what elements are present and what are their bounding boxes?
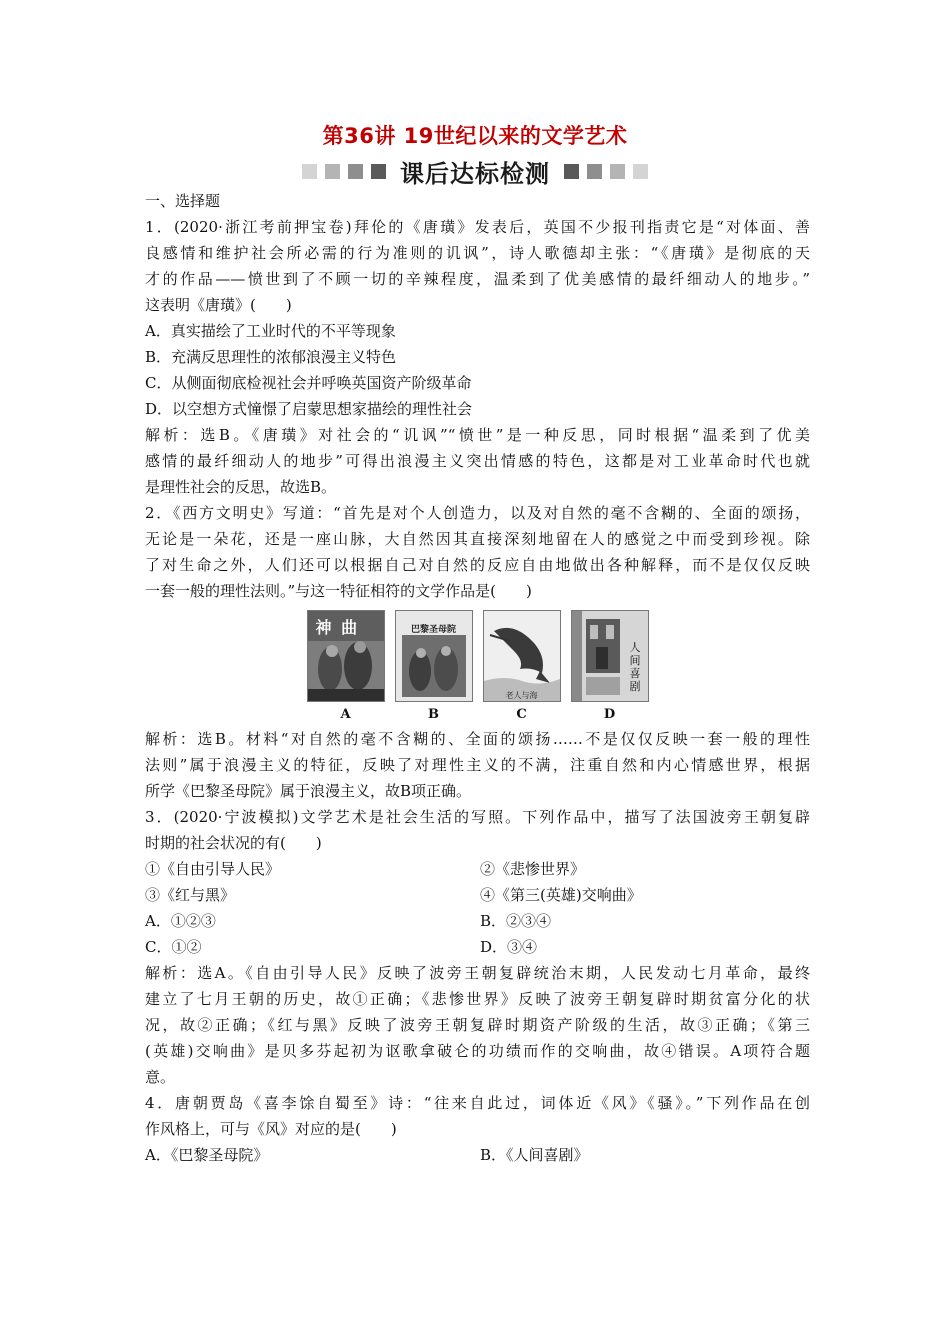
item-row <box>145 856 810 882</box>
section-banner <box>0 156 950 186</box>
option-a: A．真实描绘了工业时代的不平等现象 <box>145 322 396 340</box>
figure-labels <box>145 702 810 726</box>
text-line: 1．(2020·浙江考前押宝卷)拜伦的《唐璜》发表后，英国不少报刊指责它是“对体面、善 <box>145 218 810 236</box>
question-content <box>145 188 810 1168</box>
book-cover-notre-dame <box>395 610 473 702</box>
question-2-stem <box>145 500 810 604</box>
option-b: B．充满反思理性的浓郁浪漫主义特色 <box>145 348 397 366</box>
item: ②《悲惨世界》 <box>480 860 586 878</box>
text-line: 解析：选B。《唐璜》对社会的“讥讽”“愤世”是一种反思，同时根据“温柔到了优美 <box>145 426 810 444</box>
question-1-analysis <box>145 422 810 500</box>
option-d: D．③④ <box>480 938 538 956</box>
figure-label: C <box>516 707 527 722</box>
text-line: 4．唐朝贾岛《喜李馀自蜀至》诗：“往来自此过，词体近《风》《骚》。”下列作品在创 <box>145 1094 810 1112</box>
text-line: 解析：选B。材料“对自然的毫不含糊的、全面的颂扬……不是仅仅反映一套一般的理性 <box>145 730 810 748</box>
banner-square <box>348 164 363 179</box>
banner-square <box>325 164 340 179</box>
text-line: 解析：选A。《自由引导人民》反映了波旁王朝复辟统治末期，人民发动七月革命，最终 <box>145 964 810 982</box>
cover-title: 人间喜剧 <box>629 641 641 693</box>
question-3-analysis <box>145 960 810 1090</box>
text-line: 法则”属于浪漫主义的特征，反映了对理性主义的不满，注重自然和内心情感世界，根据 <box>145 756 810 774</box>
text-line: (英雄)交响曲》是贝多芬起初为讴歌拿破仑的功绩而作的交响曲，故④错误。A项符合题 <box>145 1042 810 1060</box>
option-c: C．①② <box>145 938 202 956</box>
option-row <box>145 1142 810 1168</box>
text-line: 所学《巴黎圣母院》属于浪漫主义，故B项正确。 <box>145 782 472 800</box>
banner-square <box>564 164 579 179</box>
option-row <box>145 908 810 934</box>
text-line: 这表明《唐璜》( ) <box>145 296 292 314</box>
book-cover-old-man-and-sea <box>483 610 561 702</box>
figure-label: A <box>340 707 351 722</box>
text-line: 况，故②正确；《红与黑》反映了波旁王朝复辟时期资产阶级的生活，故③正确；《第三 <box>145 1016 810 1034</box>
cover-title: 老人与海 <box>505 691 538 700</box>
item-row <box>145 882 810 908</box>
option-b: B．《人间喜剧》 <box>480 1146 589 1164</box>
section-heading: 一、选择题 <box>145 192 221 210</box>
option-row <box>145 934 810 960</box>
cover-title: 神 曲 <box>315 618 360 637</box>
figure-label: D <box>603 707 616 722</box>
option-d: D．以空想方式憧憬了启蒙思想家描绘的理性社会 <box>145 400 473 418</box>
banner-square <box>610 164 625 179</box>
question-1-stem <box>145 214 810 318</box>
banner-square <box>302 164 317 179</box>
text-line: 意。 <box>145 1068 176 1086</box>
text-line: 建立了七月王朝的历史，故①正确；《悲惨世界》反映了波旁王朝复辟时期贫富分化的状 <box>145 990 810 1008</box>
text-line: 时期的社会状况的有( ) <box>145 834 322 852</box>
text-line: 一套一般的理性法则。”与这一特征相符的文学作品是( ) <box>145 582 532 600</box>
banner-square <box>587 164 602 179</box>
text-line: 才的作品——愤世到了不顾一切的辛辣程度，温柔到了优美感情的最纤细动人的地步。” <box>145 270 810 288</box>
book-cover-human-comedy <box>571 610 649 702</box>
text-line: 良感情和维护社会所必需的行为准则的讥讽”，诗人歌德却主张：“《唐璜》是彻底的天 <box>145 244 810 262</box>
text-line: 3．(2020·宁波模拟)文学艺术是社会生活的写照。下列作品中，描写了法国波旁王朝复辟 <box>145 808 810 826</box>
banner-title: 课后达标检测 <box>400 159 550 188</box>
text-line: 作风格上，可与《风》对应的是( ) <box>145 1120 397 1138</box>
item: ①《自由引导人民》 <box>145 860 281 878</box>
figure-label: B <box>428 707 439 722</box>
question-4-stem <box>145 1090 810 1142</box>
cover-title: 巴黎圣母院 <box>410 625 456 635</box>
text-line: 2．《西方文明史》写道：“首先是对个人创造力，以及对自然的毫不含糊的、全面的颂扬， <box>145 504 810 522</box>
item: ③《红与黑》 <box>145 886 236 904</box>
option-a: A．《巴黎圣母院》 <box>145 1146 269 1164</box>
option-c: C．从侧面彻底检视社会并呼唤英国资产阶级革命 <box>145 374 472 392</box>
text-line: 无论是一朵花，还是一座山脉，大自然因其直接深刻地留在人的感觉之中而受到珍视。除 <box>145 530 810 548</box>
question-3-stem <box>145 804 810 856</box>
book-cover-divine-comedy <box>307 610 385 702</box>
book-cover-figures <box>145 610 810 702</box>
option-b: B．②③④ <box>480 912 552 930</box>
item: ④《第三(英雄)交响曲》 <box>480 886 642 904</box>
banner-square <box>633 164 648 179</box>
banner-square <box>371 164 386 179</box>
text-line: 了对生命之外，人们还可以根据自己对自然的反应自由地做出各种解释，而不是仅仅反映 <box>145 556 810 574</box>
text-line: 是理性社会的反思，故选B。 <box>145 478 337 496</box>
text-line: 感情的最纤细动人的地步”可得出浪漫主义突出情感的特色，这都是对工业革命时代也就 <box>145 452 810 470</box>
page-title: 第36讲 19世纪以来的文学艺术 <box>322 124 628 148</box>
option-a: A．①②③ <box>145 912 216 930</box>
question-2-analysis <box>145 726 810 804</box>
